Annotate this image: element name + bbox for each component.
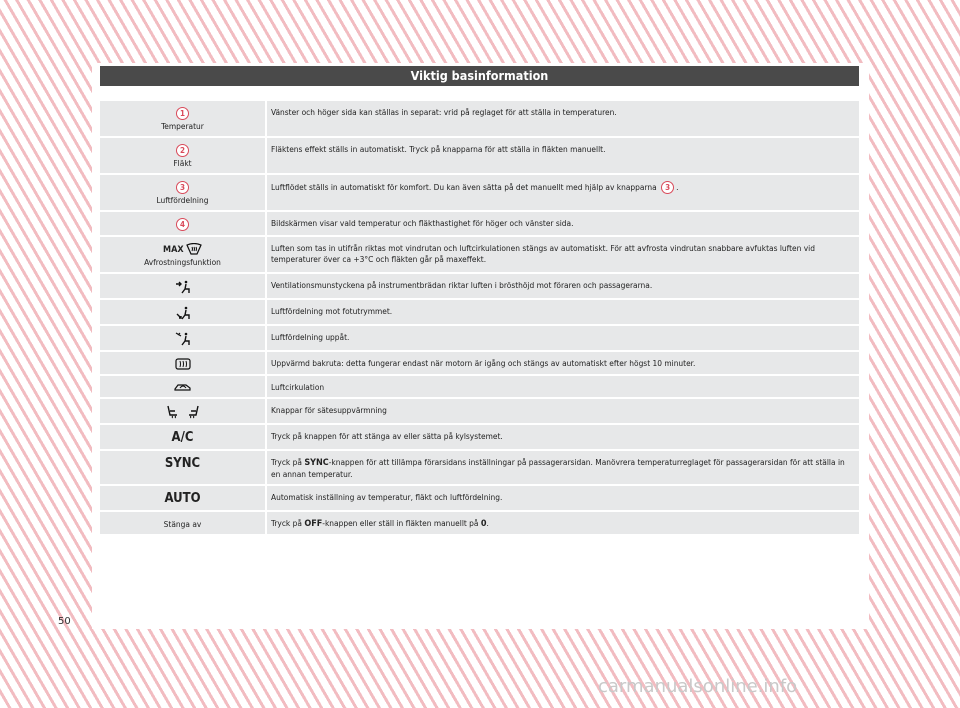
airflow-chest-icon — [175, 281, 191, 291]
watermark: carmanualsonline.info — [598, 676, 798, 697]
desc-text: Tryck på — [271, 456, 302, 467]
row-key — [100, 175, 265, 210]
section-header: Viktig basinformation — [100, 66, 859, 86]
row-description: Luften som tas in utifrån riktas mot vindrutan och luftcirkulationen stängs av automatiskt. För att avfrosta vindrutan snabbare avfuktas luften vid temperaturer över ca +3°C och fläkten går på maxeffekt. — [265, 237, 859, 272]
table-row — [100, 175, 859, 210]
zero-inline-glyph: 0 — [480, 518, 487, 529]
row-label: Temperatur — [161, 121, 204, 131]
row-description: Vänster och höger sida kan ställas in separat: vrid på reglaget för att ställa in temperaturen. — [265, 101, 859, 136]
row-key — [100, 512, 265, 534]
row-label: Fläkt — [173, 158, 192, 168]
row-description: Luftfördelning mot fotutrymmet. — [265, 300, 859, 324]
ac-button-glyph: A/C — [171, 429, 194, 445]
table-row — [100, 376, 859, 397]
row-description: Tryck på knappen för att stänga av eller sätta på kylsystemet. — [265, 425, 859, 449]
row-description: Fläktens effekt ställs in automatiskt. Tryck på knapparna för att ställa in fläkten manuellt. — [265, 138, 859, 173]
row-key — [100, 376, 265, 397]
row-key — [100, 425, 265, 449]
callout-number: 3 — [661, 181, 674, 194]
row-key — [100, 451, 265, 484]
table-row — [100, 212, 859, 235]
row-description: Luftfördelning uppåt. — [265, 326, 859, 350]
table-row — [100, 352, 859, 374]
table-row — [100, 486, 859, 510]
table-row — [100, 451, 859, 484]
row-key — [100, 138, 265, 173]
table-row — [100, 101, 859, 136]
row-description: Automatisk inställning av temperatur, fläkt och luftfördelning. — [265, 486, 859, 510]
desc-text: Luftflödet ställs in automatiskt för komfort. Du kan även sätta på det manuellt med hjälp av knapparna — [271, 182, 657, 192]
table-row — [100, 512, 859, 534]
row-key — [100, 274, 265, 298]
row-key — [100, 237, 265, 272]
row-label: Avfrostningsfunktion — [144, 256, 221, 267]
table-row — [100, 300, 859, 324]
row-description: Uppvärmd bakruta: detta fungerar endast när motorn är igång och stängs av automatiskt efter högst 10 minuter. — [265, 352, 859, 374]
off-inline-glyph: OFF — [304, 518, 323, 529]
callout-number: 1 — [176, 107, 189, 120]
row-key — [100, 486, 265, 510]
row-description — [265, 175, 859, 210]
page-number: 50 — [58, 616, 71, 627]
row-key — [100, 352, 265, 374]
row-key — [100, 399, 265, 423]
desc-text: Tryck på — [271, 517, 302, 528]
callout-number: 3 — [176, 181, 189, 194]
table-row — [100, 399, 859, 423]
seat-heating-icon — [166, 406, 200, 416]
callout-number: 4 — [176, 218, 189, 231]
desc-text: . — [486, 517, 489, 528]
airflow-windshield-icon — [175, 333, 191, 343]
table-row — [100, 138, 859, 173]
air-recirculation-icon — [174, 382, 192, 392]
table-row — [100, 237, 859, 272]
row-label: Stänga av — [163, 518, 202, 529]
row-description: Luftcirkulation — [265, 376, 859, 397]
table-row — [100, 326, 859, 350]
row-label: Luftfördelning — [156, 195, 209, 205]
callout-number: 2 — [176, 144, 189, 157]
desc-text: -knappen för att tillämpa förarsidans inställningar på passagerarsidan. Manövrera temperaturreglaget för passagerarsidan för att ställa in en annan temperatur. — [271, 456, 845, 479]
airflow-footwell-icon — [175, 307, 191, 317]
row-key — [100, 212, 265, 235]
row-description: Ventilationsmunstyckena på instrumentbrädan riktar luften i brösthöjd mot föraren och passagerarna. — [265, 274, 859, 298]
row-key — [100, 326, 265, 350]
sync-button-glyph: SYNC — [164, 455, 201, 471]
desc-text: -knappen eller ställ in fläkten manuellt på — [322, 517, 479, 528]
sync-inline-glyph: SYNC — [304, 457, 329, 468]
rear-window-heater-icon — [175, 358, 191, 368]
max-defrost-icon: MAX — [163, 244, 202, 254]
info-table — [100, 99, 859, 536]
auto-button-glyph: AUTO — [164, 490, 201, 506]
table-row — [100, 274, 859, 298]
row-key — [100, 101, 265, 136]
row-description: Bildskärmen visar vald temperatur och fläkthastighet för höger och vänster sida. — [265, 212, 859, 235]
desc-text: . — [676, 182, 679, 192]
row-description — [265, 451, 859, 484]
row-description — [265, 512, 859, 534]
row-description: Knappar för sätesuppvärmning — [265, 399, 859, 423]
table-row — [100, 425, 859, 449]
row-key — [100, 300, 265, 324]
